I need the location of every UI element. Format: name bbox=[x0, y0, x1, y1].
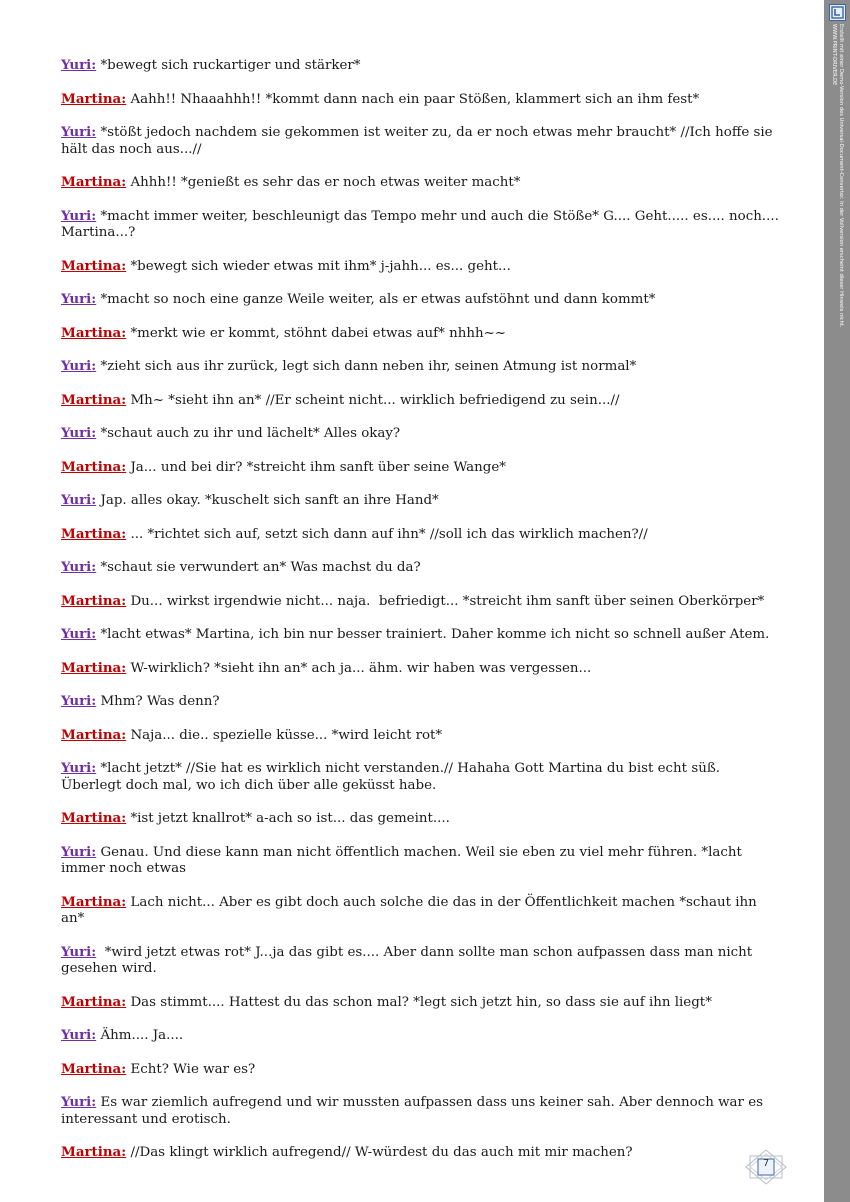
dialogue-line bbox=[61, 1144, 783, 1162]
dialogue-line bbox=[61, 258, 783, 276]
speaker-name: Yuri: bbox=[61, 492, 97, 508]
speaker-name: Martina: bbox=[61, 1144, 127, 1160]
dialogue-text: Naja... die.. spezielle küsse... *wird leicht rot* bbox=[126, 727, 443, 743]
speaker-name: Martina: bbox=[61, 1060, 127, 1077]
dialogue-text: *schaut auch zu ihr und lächelt* Alles okay? bbox=[96, 426, 401, 441]
speaker-name: Martina: bbox=[61, 993, 127, 1010]
dialogue-text: Das stimmt.... Hattest du das schon mal? *legt sich jetzt hin, so dass sie auf ihn liegt* bbox=[126, 994, 712, 1010]
watermark-url: WWW.PRINT-DRIVER.DE bbox=[831, 24, 837, 86]
speaker-name: Yuri: bbox=[61, 559, 97, 575]
dialogue-line bbox=[61, 208, 783, 242]
dialogue-line bbox=[61, 693, 783, 711]
speaker-name: Yuri: bbox=[61, 693, 97, 709]
speaker-name: Martina: bbox=[61, 257, 127, 274]
dialogue-text: W-wirklich? *sieht ihn an* ach ja... ähm. wir haben was vergessen... bbox=[126, 660, 592, 676]
speaker-name: Yuri: bbox=[61, 1027, 97, 1043]
dialogue-text: *macht immer weiter, beschleunigt das Tempo mehr und auch die Stöße* G.... Geht..... es.... noch.... Martina...? bbox=[61, 208, 784, 240]
dialogue-line bbox=[61, 810, 783, 828]
dialogue-text: Ahhh!! *genießt es sehr das er noch etwas weiter macht* bbox=[126, 175, 521, 190]
speaker-name: Martina: bbox=[61, 659, 127, 676]
dialogue-line bbox=[61, 425, 783, 443]
dialogue-text: Aahh!! Nhaaahhh!! *kommt dann nach ein paar Stößen, klammert sich an ihm fest* bbox=[126, 91, 700, 107]
speaker-name: Martina: bbox=[61, 525, 127, 542]
dialogue-text: *wird jetzt etwas rot* J...ja das gibt es.... Aber dann sollte man schon aufpassen dass man nicht gesehen wird. bbox=[61, 944, 757, 976]
converter-watermark-sidebar bbox=[824, 0, 850, 1202]
dialogue-line bbox=[61, 291, 783, 309]
dialogue-text: *stößt jedoch nachdem sie gekommen ist weiter zu, da er noch etwas mehr braucht* //Ich hoffe sie hält das noch aus...// bbox=[61, 125, 777, 157]
speaker-name: Yuri: bbox=[61, 124, 97, 140]
dialogue-line bbox=[61, 1094, 783, 1128]
dialogue-line bbox=[61, 325, 783, 343]
dialogue-text: Es war ziemlich aufregend und wir mussten aufpassen dass uns keiner sah. Aber dennoch war es interessant und erotisch. bbox=[61, 1095, 768, 1127]
dialogue-text: *macht so noch eine ganze Weile weiter, als er etwas aufstöhnt und dann kommt* bbox=[96, 292, 656, 307]
dialogue-line bbox=[61, 459, 783, 477]
dialogue-line bbox=[61, 124, 783, 158]
speaker-name: Martina: bbox=[61, 726, 127, 743]
dialogue-line bbox=[61, 593, 783, 611]
dialogue-text: *lacht etwas* Martina, ich bin nur besser trainiert. Daher komme ich nicht so schnell außer Atem. bbox=[96, 627, 770, 642]
dialogue-line bbox=[61, 894, 783, 928]
dialogue-line bbox=[61, 559, 783, 577]
speaker-name: Martina: bbox=[61, 458, 127, 475]
dialogue-text: *merkt wie er kommt, stöhnt dabei etwas auf* nhhh~~ bbox=[126, 325, 507, 341]
dialogue-line bbox=[61, 174, 783, 192]
dialogue-text: Mh~ *sieht ihn an* //Er scheint nicht... wirklich befriedigend zu sein...// bbox=[126, 392, 620, 408]
udc-logo-icon bbox=[829, 4, 846, 21]
speaker-name: Yuri: bbox=[61, 358, 97, 374]
dialogue-line bbox=[61, 1061, 783, 1079]
dialogue-line bbox=[61, 358, 783, 376]
speaker-name: Martina: bbox=[61, 592, 127, 609]
speaker-name: Martina: bbox=[61, 324, 127, 341]
dialogue-line bbox=[61, 392, 783, 410]
dialogue-line bbox=[61, 660, 783, 678]
speaker-name: Martina: bbox=[61, 810, 127, 826]
dialogue-text: Lach nicht... Aber es gibt doch auch solche die das in der Öffentlichkeit machen *schaut ihn an* bbox=[61, 894, 762, 926]
dialogue-text: *zieht sich aus ihr zurück, legt sich dann neben ihr, seinen Atmung ist normal* bbox=[96, 359, 637, 374]
dialogue-line bbox=[61, 994, 783, 1012]
dialogue-text: *lacht jetzt* //Sie hat es wirklich nicht verstanden.// Hahaha Gott Martina du bist echt süß. Überlegt doch mal, wo ich dich über alle geküsst habe. bbox=[61, 761, 725, 793]
dialogue-text: Echt? Wie war es? bbox=[126, 1061, 256, 1077]
dialogue-line bbox=[61, 626, 783, 644]
dialogue-text: *ist jetzt knallrot* a-ach so ist... das gemeint.... bbox=[126, 811, 450, 826]
dialogue-list bbox=[61, 57, 783, 1178]
dialogue-text: Du... wirkst irgendwie nicht... naja. befriedigt... *streicht ihm sanft über seinen Oberkörper* bbox=[126, 593, 765, 609]
dialogue-line bbox=[61, 944, 783, 978]
dialogue-text: *bewegt sich wieder etwas mit ihm* j-jahh... es... geht... bbox=[126, 258, 511, 274]
speaker-name: Yuri: bbox=[61, 207, 97, 224]
speaker-name: Martina: bbox=[61, 90, 127, 107]
page-number: 7 bbox=[762, 1158, 770, 1169]
speaker-name: Yuri: bbox=[61, 291, 97, 307]
speaker-name: Yuri: bbox=[61, 760, 97, 776]
dialogue-line bbox=[61, 844, 783, 878]
speaker-name: Martina: bbox=[61, 893, 127, 910]
dialogue-text: Jap. alles okay. *kuschelt sich sanft an ihre Hand* bbox=[96, 493, 439, 508]
speaker-name: Yuri: bbox=[61, 1094, 97, 1110]
dialogue-line bbox=[61, 1027, 783, 1045]
dialogue-line bbox=[61, 91, 783, 109]
watermark-notice: Erstellt mit einer Demo-Version des Universal-Document-Converter. In der Vollversion erscheint dieser Hinweis nicht. bbox=[838, 24, 844, 328]
speaker-name: Martina: bbox=[61, 174, 127, 190]
speaker-name: Yuri: bbox=[61, 943, 97, 960]
dialogue-text: Ähm.... Ja.... bbox=[96, 1028, 184, 1043]
dialogue-text: Ja... und bei dir? *streicht ihm sanft über seine Wange* bbox=[126, 459, 506, 475]
dialogue-line bbox=[61, 57, 783, 75]
speaker-name: Martina: bbox=[61, 391, 127, 408]
dialogue-text: Mhm? Was denn? bbox=[96, 694, 220, 709]
dialogue-line bbox=[61, 760, 783, 794]
speaker-name: Yuri: bbox=[61, 843, 97, 860]
speaker-name: Yuri: bbox=[61, 57, 97, 73]
dialogue-line bbox=[61, 526, 783, 544]
watermark-text bbox=[830, 24, 844, 328]
dialogue-text: //Das klingt wirklich aufregend// W-würdest du das auch mit mir machen? bbox=[126, 1145, 633, 1160]
dialogue-text: ... *richtet sich auf, setzt sich dann auf ihn* //soll ich das wirklich machen?// bbox=[126, 526, 648, 542]
speaker-name: Yuri: bbox=[61, 626, 97, 642]
speaker-name: Yuri: bbox=[61, 425, 97, 441]
dialogue-text: *schaut sie verwundert an* Was machst du da? bbox=[96, 560, 421, 575]
dialogue-line bbox=[61, 492, 783, 510]
dialogue-text: Genau. Und diese kann man nicht öffentlich machen. Weil sie eben zu viel mehr führen. *lacht immer noch etwas bbox=[61, 844, 747, 876]
dialogue-text: *bewegt sich ruckartiger und stärker* bbox=[96, 58, 361, 73]
dialogue-line bbox=[61, 727, 783, 745]
